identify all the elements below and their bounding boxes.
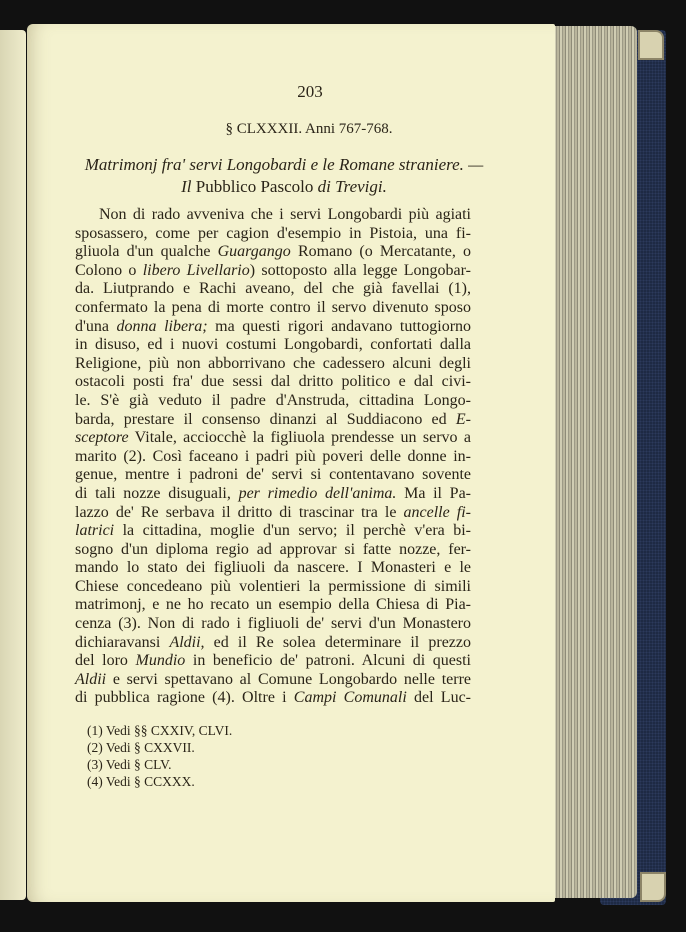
text-segment: per rimedio dell'anima.	[238, 484, 397, 502]
title-segment: Il	[181, 177, 192, 196]
text-segment: Aldii,	[169, 633, 205, 651]
text-line	[75, 336, 471, 355]
text-line	[75, 615, 471, 634]
text-segment: marito (2). Così faceano i padri più poveri delle donne in-	[75, 447, 471, 465]
page-number: 203	[297, 82, 323, 101]
previous-page-edge	[0, 30, 26, 900]
text-segment: libero Livellario	[142, 261, 250, 279]
text-segment: da. Liutprando e Rachi aveano, del che già favellai (1),	[75, 280, 471, 298]
text-line	[75, 373, 471, 392]
text-segment: ancelle fi-	[403, 503, 471, 521]
text-segment: gliuola d'un qualche	[75, 243, 218, 261]
text-segment: ma questi rigori andavano tuttogiorno	[207, 317, 472, 335]
text-segment: barda, prestare il consenso dinanzi al Suddiacono ed	[75, 410, 456, 428]
text-segment: genue, mentre i padroni de' servi si contentavano sovente	[75, 466, 471, 484]
text-segment: Chiese concedeano più volentieri la permissione di simili	[75, 577, 471, 595]
text-segment: latrici	[75, 522, 115, 540]
text-line	[75, 671, 471, 690]
text-segment: donna libera;	[116, 317, 208, 335]
text-segment: Romano (o Mercatante, o	[290, 243, 472, 261]
text-line	[75, 429, 471, 448]
title-line-1: Matrimonj fra' servi Longobardi e le Romane straniere. —	[84, 155, 484, 174]
text-segment: sposassero, come per cagion d'esempio in Pistoia, una fi-	[75, 224, 471, 242]
text-line	[75, 652, 471, 671]
text-line	[75, 689, 471, 708]
text-line	[75, 466, 471, 485]
text-segment: Aldii	[75, 670, 107, 688]
text-line	[75, 299, 471, 318]
text-segment: sceptore	[75, 429, 129, 447]
text-segment: ostacoli posti fra' due sessi dal dritto politico e dal civi-	[75, 373, 471, 391]
text-line	[75, 578, 471, 597]
text-segment: e servi spettavano al Comune Longobardo nelle terre	[106, 670, 471, 688]
text-segment: mando lo stato dei figliuoli da nascere. I Monasteri e le	[75, 559, 471, 577]
text-segment: ed il Re solea determinare il prezzo	[204, 633, 472, 651]
text-segment: in disuso, ed i nuovi costumi Longobardi, confortati dalla	[75, 336, 471, 354]
text-segment: la cittadina, moglie d'un servo; il perchè v'era bi-	[114, 522, 471, 540]
text-segment: in beneficio de' patroni. Alcuni di questi	[185, 652, 471, 670]
text-line	[75, 504, 471, 523]
text-segment: Mundio	[135, 652, 186, 670]
title-line-2	[84, 176, 484, 198]
text-segment: ) sottoposto alla legge Longobar-	[249, 261, 471, 279]
footnote: (2) Vedi § CXXVII.	[87, 740, 195, 755]
text-line	[75, 522, 471, 541]
text-segment: confermato la pena di morte contro il servo divenuto sposo	[75, 298, 471, 316]
text-line	[75, 448, 471, 467]
text-segment: Vitale, acciocchè la figliuola prendesse un servo a	[128, 429, 471, 447]
text-segment: Non di rado avveniva che i servi Longobardi più agiati	[99, 206, 471, 223]
text-segment: Religione, più non abborrivano che cadessero alcuni degli	[75, 354, 471, 372]
text-segment: Ma il Pa-	[396, 484, 472, 502]
page-block-edges	[545, 26, 637, 898]
text-segment: Guargango	[217, 243, 291, 261]
cover-corner-top	[638, 30, 664, 60]
text-segment: d'una	[75, 317, 117, 335]
text-line	[75, 355, 471, 374]
text-line	[75, 225, 471, 244]
footnote: (4) Vedi § CCXXX.	[87, 774, 195, 789]
text-segment: matrimonj, e ne ho recato un esempio della Chiesa di Pia-	[75, 596, 471, 614]
body-text	[75, 206, 471, 708]
text-segment: cenza (3). Non di rado i figliuoli de' servi d'un Monastero	[75, 615, 471, 633]
text-segment: sogno d'un diploma regio ad approvar si fatte nozze, fer-	[75, 540, 471, 558]
text-segment: Campi Comunali	[293, 689, 407, 707]
text-segment: E-	[455, 410, 471, 428]
text-segment: di tali nozze disuguali,	[75, 484, 239, 502]
text-line	[75, 485, 471, 504]
text-line	[75, 411, 471, 430]
footnote: (1) Vedi §§ CXXIV, CLVI.	[87, 723, 233, 738]
chapter-title	[84, 154, 484, 198]
text-segment: del loro	[75, 652, 136, 670]
text-line	[75, 206, 471, 225]
text-segment: lazzo de' Re serbava il dritto di trascinar tra le	[75, 503, 404, 521]
text-line	[75, 280, 471, 299]
text-line	[75, 596, 471, 615]
text-line	[75, 262, 471, 281]
title-segment: Pubblico Pascolo	[191, 177, 318, 196]
text-line	[75, 318, 471, 337]
text-line	[75, 243, 471, 262]
cover-corner-bottom	[640, 872, 666, 902]
text-segment: dichiaravansi	[75, 633, 170, 651]
title-segment: di Trevigi.	[317, 177, 387, 196]
text-segment: di pubblica ragione (4). Oltre i	[75, 689, 294, 707]
text-segment: le. S'è già veduto il padre d'Anstruda, cittadina Longo-	[75, 391, 471, 409]
section-heading: § CLXXXII. Anni 767-768.	[225, 121, 393, 137]
book-page	[27, 24, 555, 902]
text-line	[75, 392, 471, 411]
footnote: (3) Vedi § CLV.	[87, 757, 172, 772]
text-line	[75, 634, 471, 653]
text-line	[75, 541, 471, 560]
text-segment: del Luc-	[406, 689, 471, 707]
text-segment: Colono o	[75, 261, 143, 279]
text-line	[75, 559, 471, 578]
footnotes	[87, 722, 232, 790]
